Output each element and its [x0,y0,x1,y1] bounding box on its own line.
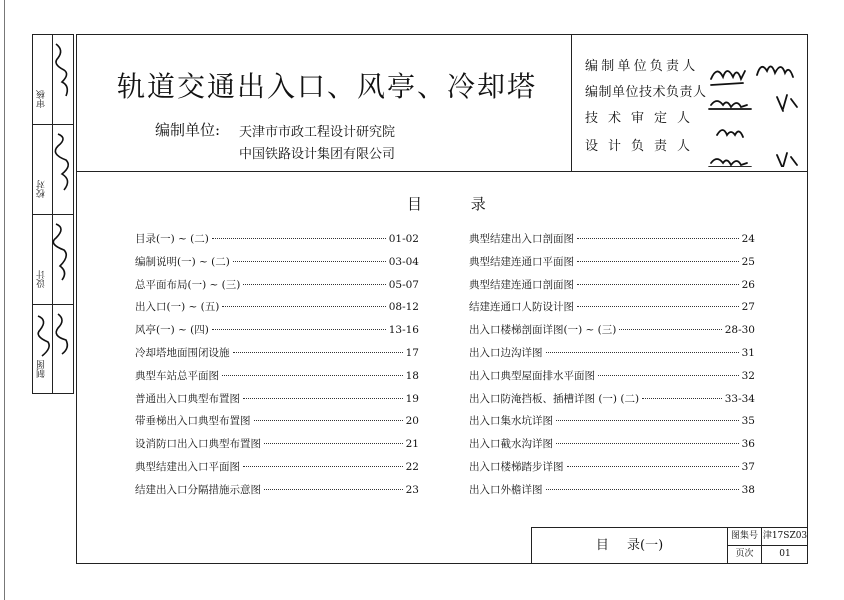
toc-entry[interactable]: 出入口外檐详图 38 [469,483,755,496]
toc-entry[interactable]: 冷却塔地面围闭设施 17 [135,346,419,359]
toc-entry[interactable]: 典型车站总平面图 18 [135,369,419,382]
toc-entry[interactable]: 出入口典型屋面排水平面图 32 [469,369,755,382]
toc-entry[interactable]: 出入口边沟详图 31 [469,346,755,359]
side-strip-signatures [32,34,74,394]
resp-design-head: 设计负责人 [585,139,701,154]
toc-entry[interactable]: 带垂梯出入口典型布置图 20 [135,415,419,428]
header-divider [571,35,572,171]
toc-entry[interactable]: 设消防口出入口典型布置图 21 [135,438,419,451]
org-name-2: 中国铁路设计集团有限公司 [239,147,396,162]
side-signature-strip [32,34,74,394]
sheet-title: 目 录(一) [532,528,728,564]
toc-entry[interactable]: 出入口集水坑详图 35 [469,415,755,428]
toc-entry[interactable]: 风亭(一) ~ (四) 13-16 [135,324,419,337]
title-block-grid [728,528,808,564]
toc-entry[interactable]: 出入口防淹挡板、插槽详图 (一) (二) 33-34 [469,392,755,405]
org-name-1: 天津市市政工程设计研究院 [239,125,396,140]
side-label-drawing: 制图 [37,360,47,378]
toc-title: 目 录 [407,195,486,213]
drawing-frame [76,34,808,564]
toc-entry[interactable]: 出入口楼梯踏步详图 37 [469,460,755,473]
toc-entry[interactable]: 结建连通口人防设计图 27 [469,301,755,314]
toc-entry[interactable]: 典型结建出入口剖面图 24 [469,233,755,245]
org-label: 编制单位: [155,121,221,139]
toc-entry[interactable]: 总平面布局(一) ~ (三) 05-07 [135,278,419,291]
toc-entry[interactable]: 结建出入口分隔措施示意图 23 [135,483,419,496]
toc-left-column [135,231,419,505]
resp-unit-head: 编制单位负责人 [585,59,699,74]
atlas-number-value: 津17SZ03 [762,528,808,546]
title-block [531,527,807,563]
toc-entry[interactable]: 典型结建连通口剖面图 26 [469,278,755,291]
toc-entry[interactable]: 出入口楼梯剖面详图(一) ~ (三) 28-30 [469,324,755,337]
page-number-value: 01 [779,549,791,559]
page-number-label: 页次 [728,546,762,563]
toc-entry[interactable]: 典型结建连通口平面图 25 [469,255,755,268]
toc-entry[interactable]: 出入口截水沟详图 36 [469,438,755,451]
side-label-check: 校对 [37,180,47,198]
toc-entry[interactable]: 编制说明(一) ~ (二) 03-04 [135,255,419,268]
side-label-design: 设计 [37,270,47,288]
page-edge-line [4,0,5,600]
toc-entry[interactable]: 典型结建出入口平面图 22 [135,460,419,473]
resp-tech-approver: 技术审定人 [585,111,701,126]
atlas-number-label: 图集号 [728,528,762,546]
side-label-review: 审核 [37,90,47,108]
page-title: 轨道交通出入口、风亭、冷却塔 [117,70,538,103]
toc-right-column [469,231,755,505]
toc-entry[interactable]: 目录(一) ~ (二) 01-02 [135,233,419,245]
toc-entry[interactable]: 出入口(一) ~ (五) 08-12 [135,301,419,314]
handwritten-signatures [707,47,807,167]
resp-tech-head: 编制单位技术负责人 [585,85,707,100]
header-bottom-line [77,171,807,172]
toc-entry[interactable]: 普通出入口典型布置图 19 [135,392,419,405]
